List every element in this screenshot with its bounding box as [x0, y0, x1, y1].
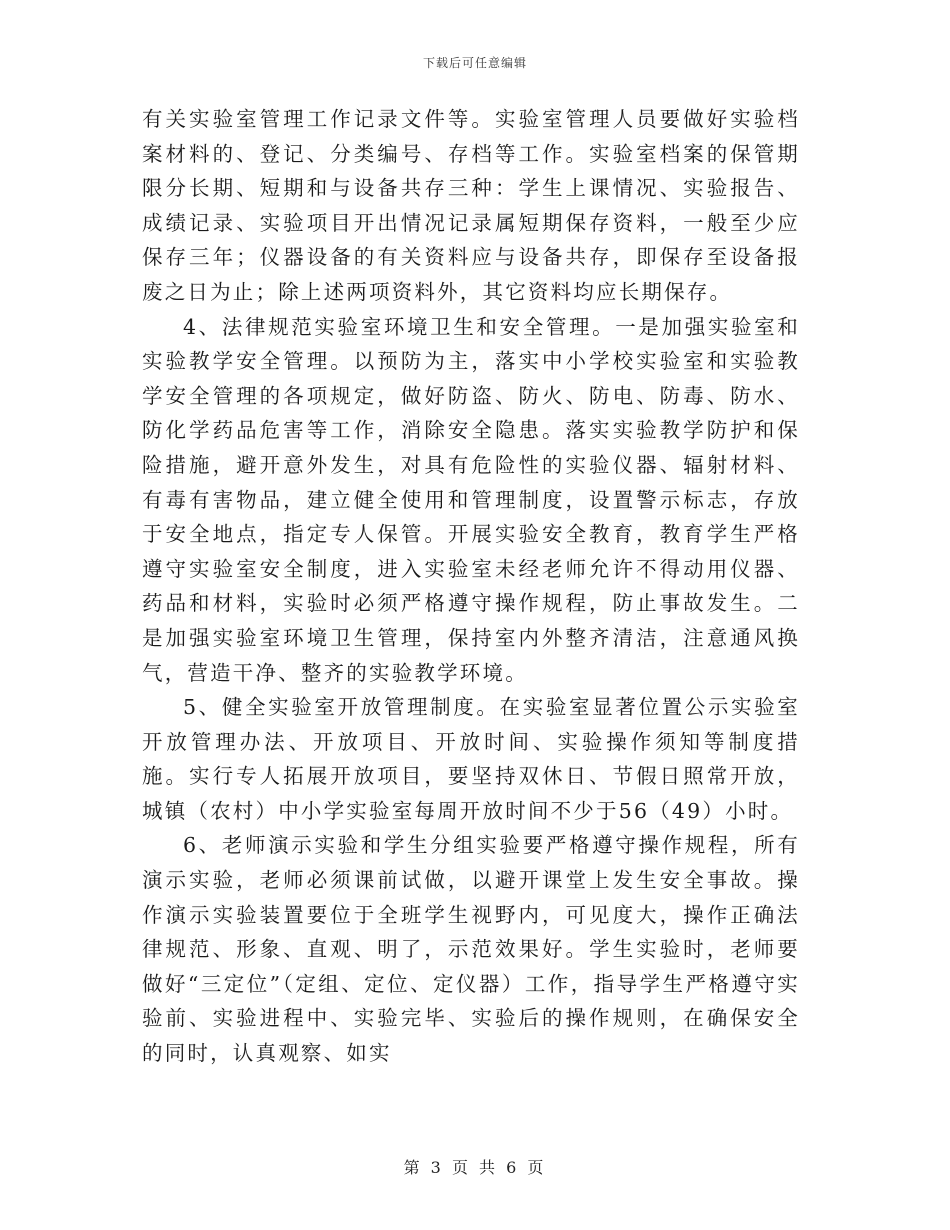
- paragraph-3: 5、健全实验室开放管理制度。在实验室显著位置公示实验室开放管理办法、开放项目、开放时间、实验操作须知等制度措施。实行专人拓展开放项目，要坚持双休日、节假日照常开放，城镇（农村）中小学实验室每周开放时间不少于56（49）小时。: [142, 695, 800, 823]
- paragraph-1: 有关实验室管理工作记录文件等。实验室管理人员要做好实验档案材料的、登记、分类编号、存档等工作。实验室档案的保管期限分长期、短期和与设备共存三种：学生上课情况、实验报告、成绩记录、实验项目开出情况记录属短期保存资料，一般至少应保存三年；仪器设备的有关资料应与设备共存，即保存至设备报废之日为止；除上述两项资料外，其它资料均应长期保存。: [142, 107, 800, 304]
- paragraph-4: 6、老师演示实验和学生分组实验要严格遵守操作规程，所有演示实验，老师必须课前试做，以避开课堂上发生安全事故。操作演示实验装置要位于全班学生视野内，可见度大，操作正确法律规范、形象、直观、明了，示范效果好。学生实验时，老师要做好“三定位”（定组、定位、定仪器）工作，指导学生严格遵守实验前、实验进程中、实验完毕、实验后的操作规则，在确保安全的同时，认真观察、如实: [142, 833, 800, 1066]
- page-header: 下载后可任意编辑: [422, 56, 527, 70]
- paragraph-2: 4、法律规范实验室环境卫生和安全管理。一是加强实验室和实验教学安全管理。以预防为主，落实中小学校实验室和实验教学安全管理的各项规定，做好防盗、防火、防电、防毒、防水、防化学药品危害等工作，消除安全隐患。落实实验教学防护和保险措施，避开意外发生，对具有危险性的实验仪器、辐射材料、有毒有害物品，建立健全使用和管理制度，设置警示标志，存放于安全地点，指定专人保管。开展实验安全教育，教育学生严格遵守实验室安全制度，进入实验室未经老师允许不得动用仪器、药品和材料，实验时必须严格遵守操作规程，防止事故发生。二是加强实验室环境卫生管理，保持室内外整齐清洁，注意通风换气，营造干净、整齐的实验教学环境。: [142, 314, 800, 685]
- document-body: [142, 102, 800, 1071]
- page-number-footer: 第 3 页 共 6 页: [403, 1158, 547, 1177]
